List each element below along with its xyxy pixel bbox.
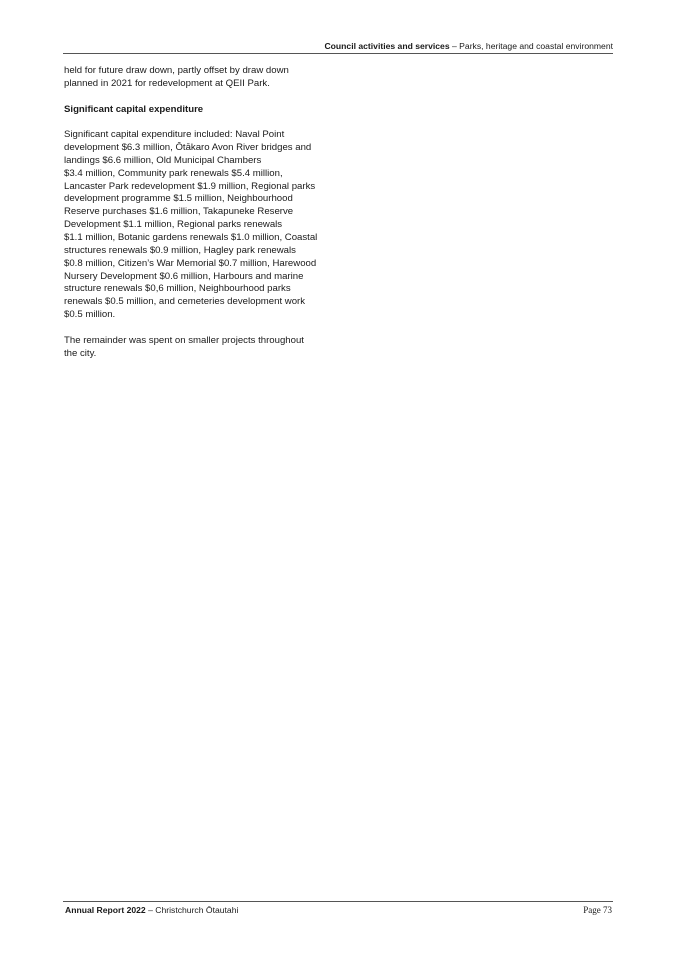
footer-report-title [65,905,238,916]
header-section-title: Council activities and services [324,41,450,51]
text-line: renewals $0.5 million, and cemeteries development work [64,296,306,308]
footer-report-name: Annual Report 2022 [65,905,146,915]
text-line: landings $6.6 million, Old Municipal Chambers [64,154,262,166]
text-line: Lancaster Park redevelopment $1.9 million, Regional parks [64,180,316,192]
text-line: development $6.3 million, Ōtākaro Avon River bridges and [64,142,312,154]
text-line: Nursery Development $0.6 million, Harbours and marine [64,270,304,282]
intro-paragraph [64,65,324,91]
footer-report-city: – Christchurch Ōtautahi [145,905,239,915]
text-line: $0.8 million, Citizen’s War Memorial $0.7 million, Harewood [64,257,317,269]
capex-paragraph [64,129,324,322]
page-body [64,65,324,373]
text-line: structure renewals $0,6 million, Neighbourhood parks [64,283,291,295]
footer-divider [63,901,613,902]
text-line: planned in 2021 for redevelopment at QEII Park. [64,77,270,89]
section-heading: Significant capital expenditure [64,103,204,115]
text-line: $0.5 million. [64,309,116,321]
text-line: development programme $1.5 million, Neighbourhood [64,193,293,205]
text-line: Development $1.1 million, Regional parks renewals [64,219,283,231]
text-line: held for future draw down, partly offset by draw down [64,65,289,76]
header-divider [63,53,613,54]
remainder-paragraph [64,335,324,361]
page-number: Page 73 [583,905,612,915]
text-line: structures renewals $0.9 million, Hagley park renewals [64,244,296,256]
text-line: $1.1 million, Botanic gardens renewals $1.0 million, Coastal [64,231,318,243]
text-line: The remainder was spent on smaller projects throughout [64,334,304,346]
text-line: the city. [64,347,97,359]
running-header [63,41,613,52]
text-line: $3.4 million, Community park renewals $5.4 million, [64,167,283,179]
text-line: Significant capital expenditure included: Naval Point [64,129,285,141]
text-line: Reserve purchases $1.6 million, Takapuneke Reserve [64,206,294,218]
header-section-subtitle: – Parks, heritage and coastal environment [449,41,613,51]
